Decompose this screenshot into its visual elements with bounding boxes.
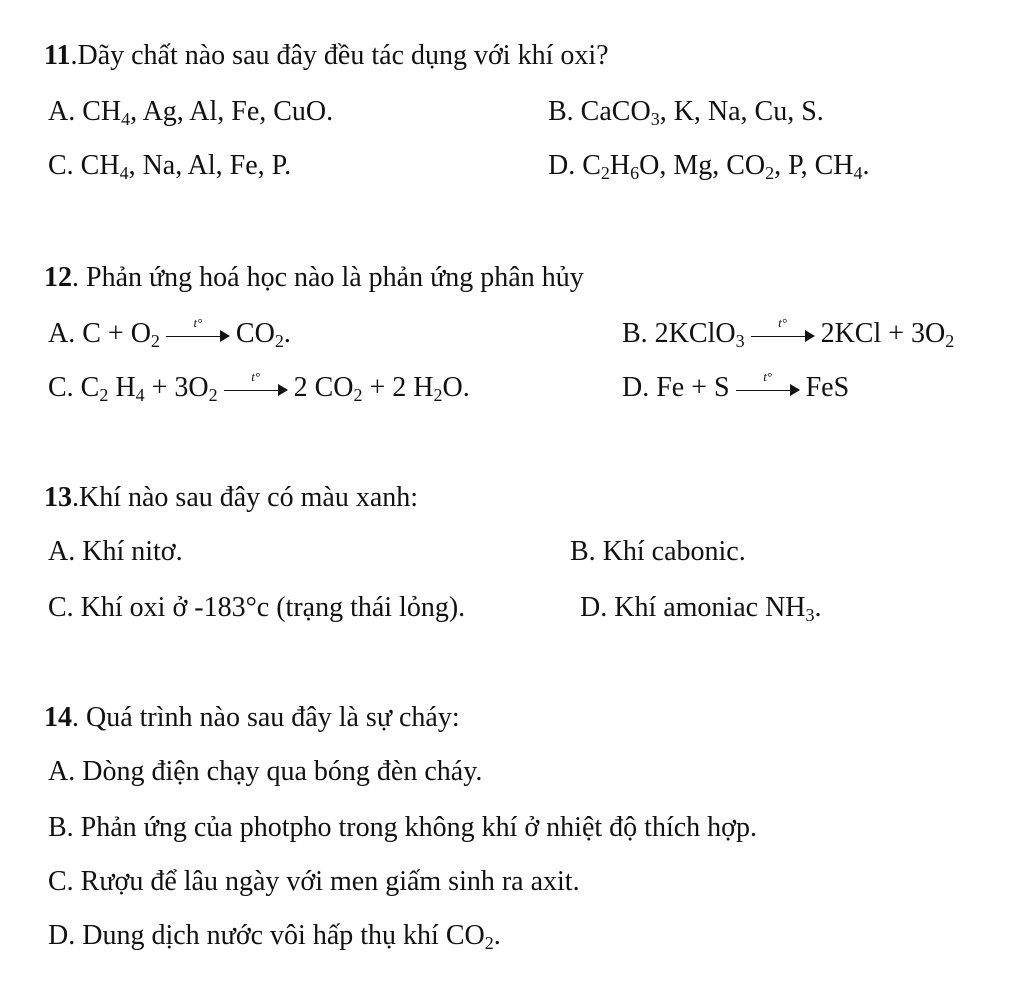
q14-option-c: C. Rượu để lâu ngày với men giấm sinh ra axit. <box>48 866 580 897</box>
q13-option-a: A. Khí nitơ. <box>48 536 183 567</box>
reaction-arrow-icon: t° <box>224 380 288 400</box>
question-12-number: 12 <box>44 262 72 293</box>
question-14-title: 14. Quá trình nào sau đây là sự cháy: <box>44 702 460 733</box>
reaction-arrow-icon: t° <box>736 380 800 400</box>
q11-option-c: C. $CH_4$, Na, Al, Fe, P. <box>48 150 292 183</box>
reaction-arrow-icon: t° <box>751 326 815 346</box>
q13-option-b: B. Khí cabonic. <box>570 536 746 567</box>
question-11-title: 11.Dãy chất nào sau đây đều tác dụng với khí oxi? <box>44 40 609 71</box>
q13-option-d: D. Khí amoniac $NH_3$. <box>580 592 822 625</box>
reaction-arrow-icon: t° <box>166 326 230 346</box>
q14-option-d: D. Dung dịch nước vôi hấp thụ khí $CO_2$. <box>48 920 501 953</box>
q14-option-b: B. Phản ứng của photpho trong không khí ở nhiệt độ thích hợp. <box>48 812 757 843</box>
q13-option-c: C. Khí oxi ở -183°c (trạng thái lỏng). <box>48 592 466 623</box>
q12-option-c: C. $C_2$ $H_4 + 3O_2$ t° 2 $CO_2 + 2$ $H_2O$. <box>48 368 470 405</box>
question-13-number: 13 <box>44 482 72 513</box>
q12-option-a: A. $C + O_2$ t° $CO_2$. <box>48 314 291 351</box>
question-14-number: 14 <box>44 702 72 733</box>
q12-option-b: B. 2KClO$_3$ t° $2KCl + 3O_2$ <box>622 314 955 351</box>
q11-option-a: A. $CH_4$, Ag, Al, Fe, CuO. <box>48 96 334 129</box>
q11-option-b: B. CaCO$_3$, K, Na, Cu, S. <box>548 96 824 129</box>
q12-option-d: D. Fe + S t° FeS <box>622 368 850 403</box>
q14-option-a: A. Dòng điện chạy qua bóng đèn cháy. <box>48 756 483 787</box>
question-13-title: 13.Khí nào sau đây có màu xanh: <box>44 482 419 513</box>
question-12-title: 12. Phản ứng hoá học nào là phản ứng phân hủy <box>44 262 584 293</box>
q11-option-d: D. $C_2H_6O$, Mg, $CO_2$, P, $CH_4$. <box>548 150 870 183</box>
question-11-number: 11 <box>44 40 71 71</box>
